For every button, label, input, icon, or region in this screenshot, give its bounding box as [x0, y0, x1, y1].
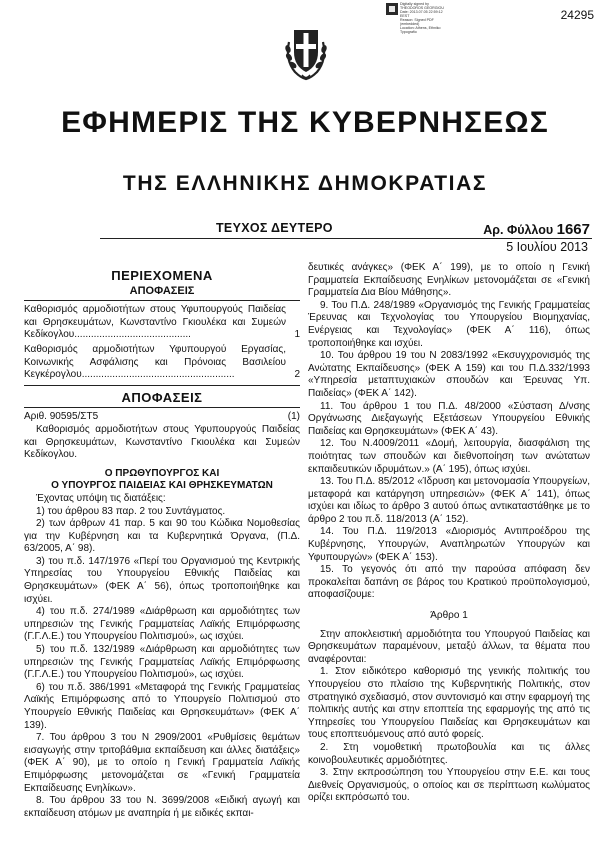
- paragraph: 4) του π.δ. 274/1989 «Διάρθρωση και αρμοδιότητες των υπηρεσιών της Γενικής Γραμματείας Λαϊκής Επιμόρφωσης (Γ.Γ.Λ.Ε.) του Υπουργείου Πολιτισμού», ως ισχύει.: [24, 606, 300, 643]
- toc-entry[interactable]: [24, 344, 300, 382]
- header-divider: [100, 238, 592, 239]
- authority-line: Ο ΥΠΟΥΡΓΟΣ ΠΑΙΔΕΙΑΣ ΚΑΙ ΘΡΗΣΚΕΥΜΑΤΩΝ: [51, 480, 273, 492]
- paragraph: Έχοντας υπόψη τις διατάξεις:: [36, 492, 166, 504]
- divider: [24, 407, 300, 408]
- right-column: [308, 262, 590, 805]
- digital-signature-block: [400, 2, 478, 34]
- signature-line: EEST: [400, 14, 410, 18]
- paragraph: δευτικές ανάγκες» (ΦΕΚ Α΄ 199), με το οποίο η Γενική Γραμματεία Εκπαίδευσης Ενηλίκων μετονομάζεται σε «Γενική Γραμματεία Δια Βίου Μάθησης».: [308, 262, 590, 299]
- signature-line: Location: Athens, Ethniko: [400, 26, 441, 30]
- gazette-subtitle: ΤΗΣ ΕΛΛΗΝΙΚΗΣ ΔΗΜΟΚΡΑΤΙΑΣ: [122, 172, 488, 195]
- paragraph: 5) του π.δ. 132/1989 «Διάρθρωση και αρμοδιότητες των υπηρεσιών της Γενικής Γραμματείας Λαϊκής Επιμόρφωσης (Γ.Γ.Λ.Ε.) του Υπουργείου Πολιτισμού», ως ισχύει.: [24, 644, 300, 681]
- paragraph: 6) του π.δ. 386/1991 «Μεταφορά της Γενικής Γραμματείας Λαϊκής Επιμόρφωσης από το Υπουργείο Πολιτισμού στο Υπουργείο Εθνικής Παιδείας και Θρησκευμάτων» (ΦΕΚ Α΄ 139).: [24, 681, 300, 731]
- paragraph: 1. Στον ειδικότερο καθορισμό της γενικής πολιτικής του Υπουργείου στο πλαίσιο της Κυβερνητικής Πολιτικής, στον στρατηγικό σχεδιασμό, στον συντονισμό και στην εφαρμογή της πολιτικής αυτής και στην εποπτεία της εφαρμογής της από τις Υπηρεσίες του Υπουργείου Παιδείας και Θρησκευμάτων και τους εποπτευόμενους από αυτό φορείς.: [308, 666, 590, 741]
- authority-line: Ο ΠΡΩΘΥΠΟΥΡΓΟΣ ΚΑΙ: [104, 467, 220, 479]
- decision-header: [24, 411, 300, 424]
- paragraph: 12. Του Ν.4009/2011 «Δομή, λειτουργία, διασφάλιση της ποιότητας των σπουδών και διεθνοποίηση των ανώτατων εκπαιδευτικών ιδρυμάτων.» (Α΄ 195), όπως ισχύει.: [308, 438, 590, 475]
- paragraph: 7. Του άρθρου 3 του Ν 2909/2001 «Ρυθμίσεις θεμάτων εισαγωγής στην τριτοβάθμια εκπαίδευση και άλλες διατάξεις» (ΦΕΚ Α΄ 90), με το οποίο η Γενική Γραμματεία Λαϊκής Επιμόρφωσης μετονομάζεται σε «Γενική Γραμματεία Εκπαίδευσης Ενηλίκων».: [24, 732, 300, 794]
- toc-entry-text: Καθορισμός αρμοδιοτήτων Υφυπουργού Εργασίας, Κοινωνικής Ασφάλισης και Πρόνοιας Βασιλείου Κεγκέρογλου.......................................................: [24, 343, 286, 381]
- greek-coat-of-arms-icon: [281, 22, 331, 82]
- paragraph: 3) του π.δ. 147/1976 «Περί του Οργανισμού της Κεντρικής Υπηρεσίας του Υπουργείου Εθνικής Παιδείας και Θρησκευμάτων» (ΦΕΚ Α΄ 56), όπως τροποποιήθηκε και ισχύει.: [24, 555, 300, 605]
- left-column: [24, 262, 300, 820]
- decision-subject: Καθορισμός αρμοδιοτήτων στους Υφυπουργούς Παιδείας και Θρησκευμάτων, Κωνσταντίνο Γκιουλέκα και Συμεών Κεδίκογλου.: [24, 423, 300, 461]
- issue-date: 5 Ιουλίου 2013: [506, 240, 588, 254]
- issue-series: ΤΕΥΧΟΣ ΔΕΥΤΕΡΟ: [216, 221, 333, 235]
- digital-signature-icon: [386, 3, 398, 15]
- paragraph: 11. Του άρθρου 1 του Π.Δ. 48/2000 «Σύσταση Δ/νσης Οργάνωσης Διεξαγωγής Εξετάσεων Υπουργείου Εθνικής Παιδείας και Θρησκευμάτων» (ΦΕΚ Α΄ 43).: [308, 400, 590, 437]
- signature-line: Date: 2013.07.05 22:59:12: [400, 10, 443, 14]
- paragraph: 8. Του άρθρου 33 του Ν. 3699/2008 «Ειδική αγωγή και εκπαίδευση ατόμων με αναπηρία ή με ειδικές εκπαι-: [24, 795, 300, 819]
- section-title: ΑΠΟΦΑΣΕΙΣ: [121, 389, 203, 405]
- gazette-title: ΕΦΗΜΕΡΙΣ ΤΗΣ ΚΥΒΕΡΝΗΣΕΩΣ: [61, 106, 549, 139]
- paragraph: Στην αποκλειστική αρμοδιότητα του Υπουργού Παιδείας και Θρησκευμάτων παραμένουν, μεταξύ άλλων, τα θέματα που αναφέρονται:: [308, 628, 590, 665]
- paragraph: 1) του άρθρου 83 παρ. 2 του Συντάγματος.: [36, 505, 226, 517]
- toc-entry-text: Καθορισμός αρμοδιοτήτων στους Υφυπουργούς Παιδείας και Θρησκευμάτων, Κωνσταντίνο Γκιουλέκα και Συμεών Κεδίκογλου..........................................: [24, 304, 286, 341]
- article-title: Άρθρο 1: [430, 610, 468, 622]
- signature-line: (embedded): [400, 22, 420, 26]
- sheet-label: Αρ. Φύλλου: [483, 223, 554, 237]
- toc-entry-page: 1: [294, 329, 300, 341]
- paragraph: 9. Του Π.Δ. 248/1989 «Οργανισμός της Γενικής Γραμματείας Έρευνας και Τεχνολογίας του Υπουργείου Βιομηχανίας, Ενέργειας και Τεχνολογίας» (ΦΕΚ Α΄ 116), όπως τροποποιήθηκε και ισχύει.: [308, 299, 590, 349]
- toc-entry[interactable]: [24, 304, 300, 342]
- divider: [24, 300, 300, 301]
- paragraph: 13. Του Π.Δ. 85/2012 «Ίδρυση και μετονομασία Υπουργείων, μεταφορά και κατάργηση υπηρεσιών» (ΦΕΚ Α΄ 141), όπως ισχύει και ιδίως το άρθρο 3 αυτού όπως αντικαταστάθηκε με το άρθρο 2 του π.δ. 118/2013 (Α΄ 152).: [308, 476, 590, 525]
- decision-index: (1): [287, 411, 300, 423]
- toc-title: ΠΕΡΙΕΧΟΜΕΝΑ: [111, 268, 213, 283]
- signature-line: THEODOROS GEORGIOU: [400, 6, 444, 10]
- divider: [24, 385, 300, 386]
- sheet-number: [483, 221, 590, 238]
- toc-entry-page: 2: [294, 369, 300, 381]
- paragraph: 14. Του Π.Δ. 119/2013 «Διορισμός Αντιπροέδρου της Κυβέρνησης, Υπουργών, Αναπληρωτών Υπουργών και Υφυπουργών» (ΦΕΚ Α΄ 153).: [308, 526, 590, 563]
- paragraph: 3. Στην εκπροσώπηση του Υπουργείου στην Ε.Ε. και τους Διεθνείς Οργανισμούς, ο οποίος και σε περίπτωση κωλύματος ορίζει εκπρόσωπό του.: [308, 767, 590, 804]
- decision-number: Αριθ. 90595/ΣΤ5: [24, 411, 99, 423]
- paragraph: 10. Του άρθρου 19 του Ν 2083/1992 «Εκσυγχρονισμός της Ανώτατης Εκπαίδευσης» (ΦΕΚ Α 159) και του Π.Δ.332/1993 «Υπηρεσία μεταπτυχιακών σπουδών και Έρευνας Υπ. Παιδείας» (ΦΕΚ Α΄ 142).: [308, 350, 590, 399]
- paragraph: 2. Στη νομοθετική πρωτοβουλία και τις άλλες κοινοβουλευτικές αρμοδιότητες.: [308, 741, 590, 766]
- toc-subtitle: ΑΠΟΦΑΣΕΙΣ: [129, 284, 195, 297]
- paragraph: 15. Το γεγονός ότι από την παρούσα απόφαση δεν προκαλείται δαπάνη σε βάρος του Κρατικού προϋπολογισμού, αποφασίζουμε:: [308, 564, 590, 601]
- signature-line: Typografio: [400, 30, 417, 34]
- sheet-number-value: 1667: [556, 221, 590, 238]
- signature-line: Reason: Signed PDF: [400, 18, 434, 22]
- signature-line: Digitally signed by: [400, 2, 429, 6]
- page-number: 24295: [560, 8, 594, 22]
- paragraph: 2) των άρθρων 41 παρ. 5 και 90 του Κώδικα Νομοθεσίας για την Κυβέρνηση και τα Κυβερνητικά Όργανα, (Π.Δ. 63/2005, Α΄ 98).: [24, 518, 300, 555]
